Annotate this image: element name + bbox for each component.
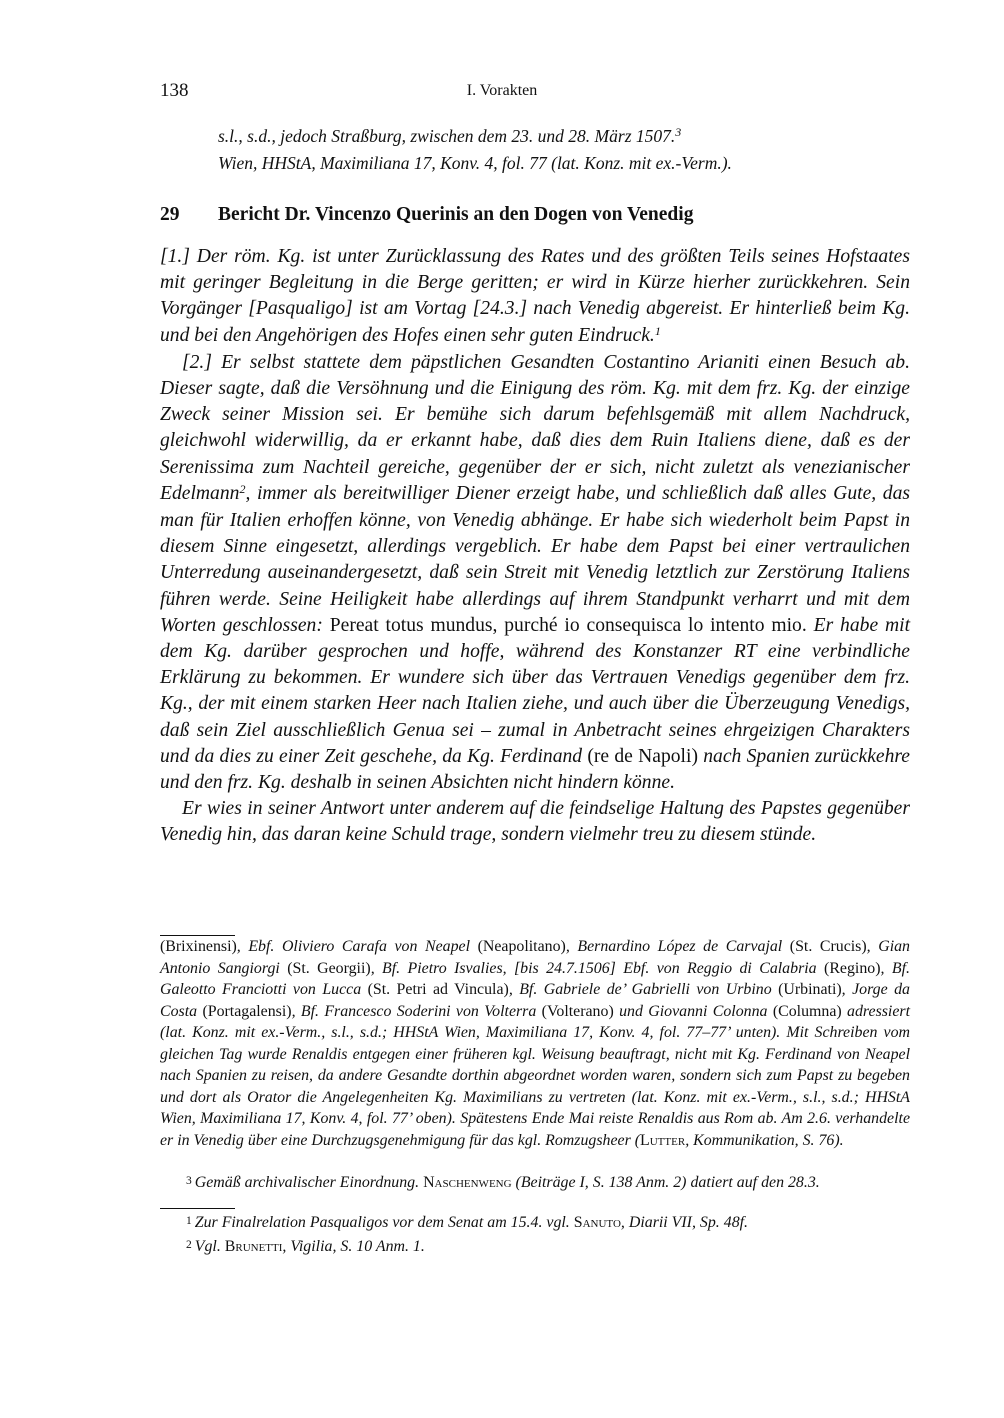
- fn-seg: (Portagalensi): [202, 1002, 292, 1020]
- document-number: 29: [160, 204, 180, 225]
- paragraph-1: [160, 244, 910, 350]
- paragraph-2: [160, 350, 910, 796]
- fn-seg: , Bf. Gabriele de’ Gabrielli von Urbino: [508, 981, 779, 998]
- footnotes: [160, 1212, 910, 1259]
- paragraph-2-paren: (re de Napoli): [587, 745, 698, 767]
- running-title: I. Vorakten: [466, 82, 538, 99]
- paragraph-2-text-a: [2.] Er selbst stattete dem päpstlichen Gesandten Costantino Arianiti einen Besuch ab. Dieser sagte, daß die Versöhnung und die Einigung des röm. Kg. mit dem frz. Kg. der einzige Zweck seiner Mission sei. Er bemühe sich darum befehlsgemäß mit allem Nachdruck, gleichwohl widerwillig, da er erkannt habe, daß dies dem Ruin Italiens diene, daß es der Serenissima zum Nachteil gereiche, gegenüber der er sich, nicht zuletzt als venezianischer Edelmann: [160, 351, 910, 504]
- fn-seg: und Giovanni Colonna: [613, 1002, 773, 1020]
- paragraph-2-text-d: nach Spanien zurückkehre und den frz. Kg. deshalb in seinen Absichten nicht hindern könne.: [160, 745, 911, 794]
- paragraph-2-text-b: , immer als bereitwilliger Diener erzeigt habe, und schließlich daß alles Gute, das man für Italien erhoffen könne, von Venedig abhänge. Er habe sich wiederholt beim Papst in diesem Sinne eingesetzt, allerdings vergeblich. Er habe dem Papst bei einer vertraulichen Unterredung auseinandergesetzt, daß sein Streit mit Venedig letztlich zur Zerstörung Italiens führen werde. Seine Heiligkeit habe allerdings auf ihrem Standpunkt verharrt und mit dem Worten geschlossen:: [160, 482, 910, 636]
- footnote-2-text-b: , Vigilia, S. 10 Anm. 1.: [282, 1237, 425, 1255]
- fn-seg: adressiert (lat. Konz. mit ex.-Verm., s.l., s.d.; HHStA Wien, Maximiliana 17, Konv. 4, fol. 77–77’ unten). Mit Schreiben vom gleichen Tag wurde Renaldis entgegen einer früheren kgl. Weisung beauftragt, nicht mit Kg. Ferdinand von Neapel nach Spanien zu reisen, da andere Gesandte dorthin abgeordnet worden waren, sondern sich zum Papst zu begeben und dort als Orator die Angelegenheiten Kg. Maximilians zu vertreten (lat. Konz. mit ex.-Verm., s.l., s.d.; HHStA Wien, Maximiliana 17, Konv. 4, fol. 77’ oben). Spätestens Ende Mai reiste Renaldis aus Rom ab. Am 2.6. verhandelte er in Venedig über eine Durchzugsgenehmigung für das kgl. Romzugsheer (: [160, 1002, 911, 1149]
- fn-seg: (Volterano): [541, 1002, 614, 1020]
- document-heading: [160, 204, 920, 226]
- fn-author: Lutter: [640, 1131, 686, 1149]
- document-body: [160, 244, 910, 849]
- source-line: Wien, HHStA, Maximiliana 17, Konv. 4, fol. 77 (lat. Konz. mit ex.-Verm.).: [218, 153, 732, 173]
- page-number: 138: [160, 80, 189, 101]
- fn-seg: , Kommunikation, S. 76).: [685, 1131, 844, 1149]
- footnote-3-author: Naschenweng: [423, 1174, 512, 1191]
- footnote-continuation: [160, 936, 910, 1151]
- fn-seg: , Jorge da Costa: [160, 981, 910, 1020]
- fn-seg: (Brixinensi): [160, 938, 237, 955]
- document-meta: [218, 124, 732, 176]
- fn-seg: (St. Crucis): [789, 938, 867, 955]
- fn-seg: (St. Georgii): [287, 959, 371, 977]
- footnote-ref-3: 3: [675, 125, 682, 139]
- fn-seg: , Bf. Francesco Soderini von Volterra: [291, 1002, 542, 1020]
- footnote-2: [160, 1236, 910, 1260]
- footnote-1: [160, 1212, 910, 1236]
- footnote-1-mark: 1: [186, 1215, 192, 1227]
- footnote-2-text-a: Vgl.: [194, 1237, 225, 1255]
- footnote-3: [160, 1172, 910, 1196]
- paragraph-3: Er wies in seiner Antwort unter anderem auf die feindselige Haltung des Papstes gegenüber Venedig hin, das daran keine Schuld trage, sondern vielmehr treu zu diesem stünde.: [160, 798, 910, 846]
- fn-seg: , Ebf. Oliviero Carafa von Neapel: [236, 938, 478, 955]
- fn-seg: (Regino): [824, 959, 881, 977]
- fn-seg: , Bf. Pietro Isvalies, [bis 24.7.1506] Ebf. von Reggio di Calabria: [370, 959, 825, 977]
- fn-seg: (Urbinati): [778, 981, 842, 998]
- fn-seg: (St. Petri ad Vincula): [367, 981, 509, 998]
- footnote-1-author: Sanuto: [573, 1214, 621, 1231]
- fn-seg: , Bernardino López de Carvajal: [565, 938, 790, 955]
- fn-seg: (Columna): [772, 1002, 842, 1020]
- date-line: [218, 124, 732, 151]
- paragraph-2-text-c: Er habe mit dem Kg. darüber gesprochen und hoffe, während des Konstanzer RT eine verbindliche Erklärung zu bekommen. Er wundere sich über das Vertrauen Venedigs gegenüber dem frz. Kg., der mit einem starken Heer nach Italien ziehe, und auch über die Überzeugung Venedigs, daß sein Ziel ausschließlich Genua sei – zumal in Anbetracht seines ehrgeizigen Charakters und da dies zu einer Zeit geschehe, da Kg. Ferdinand: [160, 614, 911, 767]
- fn-seg: , Bf. Galeotto Franciotti von Lucca: [160, 959, 910, 998]
- footnote-ref-2: 2: [239, 481, 246, 496]
- footnote-2-author: Brunetti: [224, 1237, 283, 1255]
- fn-seg: (Neapolitano): [477, 938, 566, 955]
- footnote-ref-1: 1: [654, 323, 661, 338]
- footnote-2-mark: 2: [186, 1238, 192, 1251]
- fn-seg: , Gian Antonio Sangiorgi: [160, 938, 910, 977]
- footnote-3-text-b: (Beiträge I, S. 138 Anm. 2) datiert auf den 28.3.: [511, 1174, 820, 1191]
- papal-quote: Pereat totus mundus, purché io consequisca lo intento mio.: [329, 614, 807, 636]
- footnote-rule: [160, 1208, 235, 1209]
- paragraph-1-text: [1.] Der röm. Kg. ist unter Zurücklassung des Rates und des größten Teils seines Hofstaates mit geringer Begleitung in die Berge geritten; er wird in Kürze hierher zurückkehren. Sein Vorgänger [Pasqualigo] ist am Vortag [24.3.] nach Venedig abgereist. Er hinterließ beim Kg. und bei den Angehörigen des Hofes einen sehr guten Eindruck.: [160, 246, 910, 346]
- document-title: Bericht Dr. Vincenzo Querinis an den Dogen von Venedig: [218, 204, 694, 225]
- footnote-3-text-a: Gemäß archivalischer Einordnung.: [194, 1174, 424, 1191]
- date-text: s.l., s.d., jedoch Straßburg, zwischen dem 23. und 28. März 1507.: [218, 126, 676, 146]
- footnote-1-text-a: Zur Finalrelation Pasqualigos vor dem Senat am 15.4. vgl.: [194, 1214, 574, 1231]
- footnote-1-text-b: , Diarii VII, Sp. 48f.: [620, 1214, 749, 1231]
- footnote-3-mark: 3: [186, 1175, 192, 1187]
